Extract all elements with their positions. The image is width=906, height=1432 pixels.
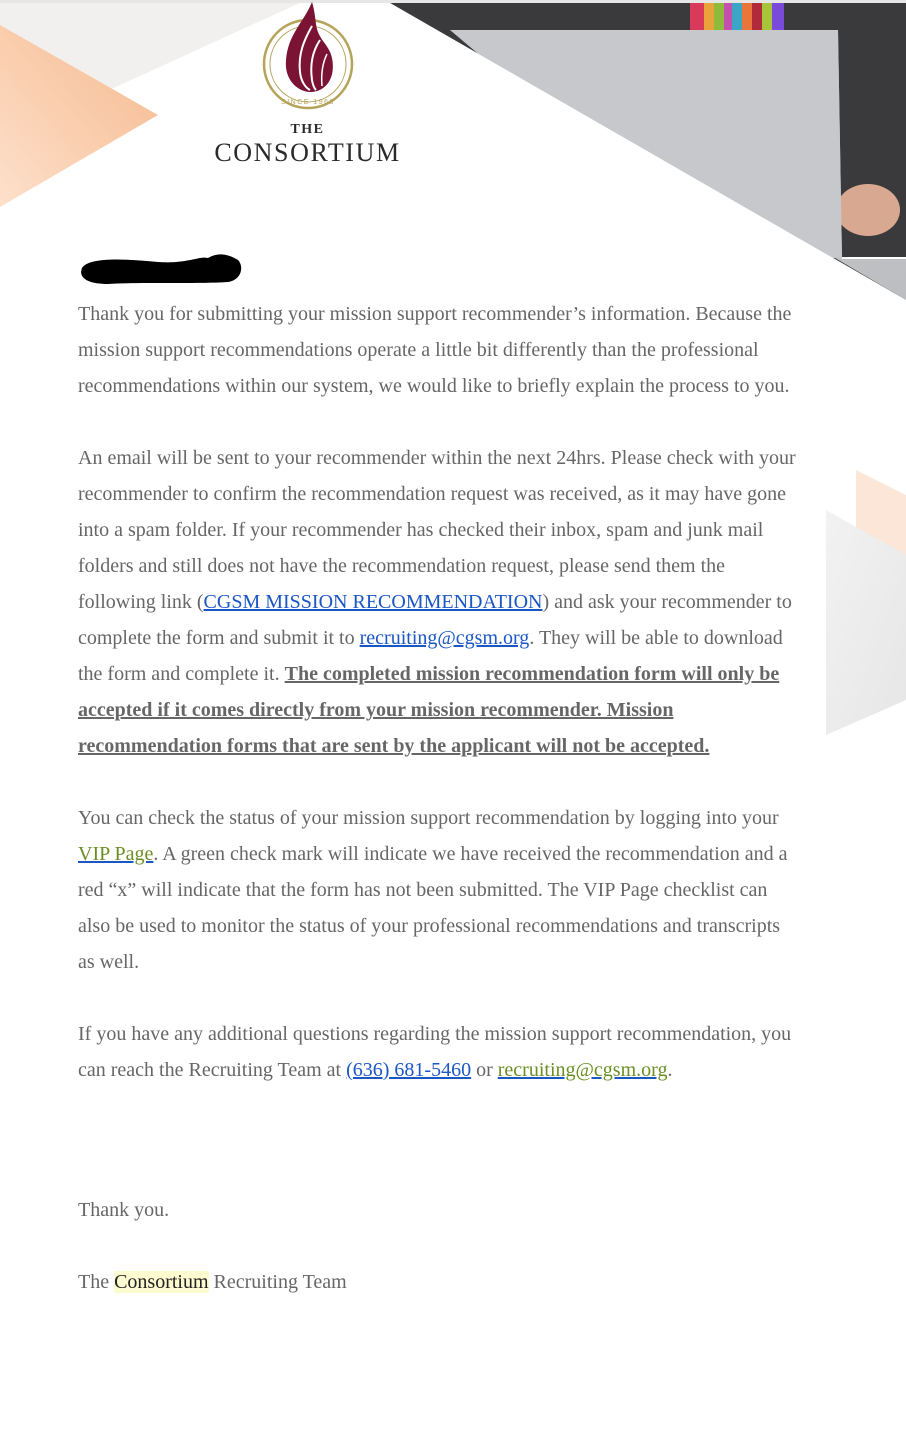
cgsm-mission-recommendation-link[interactable]: CGSM MISSION RECOMMENDATION bbox=[203, 591, 543, 613]
flame-emblem-icon bbox=[200, 0, 415, 120]
decorative-side-triangle bbox=[826, 470, 906, 735]
thank-you-line: Thank you. bbox=[78, 1199, 170, 1221]
logo-name-text: CONSORTIUM bbox=[214, 138, 401, 167]
phone-link[interactable]: (636) 681-5460 bbox=[346, 1059, 472, 1081]
spacer bbox=[78, 1124, 798, 1192]
vip-page-link[interactable]: VIP Page bbox=[78, 843, 154, 865]
acceptance-warning: The completed mission recommendation form will only be accepted if it comes directly from your mission recommender. Mission recommendation forms that are sent by the applicant will not be accepted. bbox=[78, 663, 780, 757]
recruiting-email-link[interactable]: recruiting@cgsm.org bbox=[359, 627, 530, 649]
contact-email-link[interactable]: recruiting@cgsm.org bbox=[497, 1059, 668, 1081]
intro-paragraph: Thank you for submitting your mission support recommender’s information. Because the mission support recommendations operate a little bit differently than the professional recommendations within our system, we would like to briefly explain the process to you. bbox=[78, 303, 792, 397]
highlighted-consortium: Consortium bbox=[114, 1271, 209, 1293]
svg-text:SINCE 1966: SINCE 1966 bbox=[281, 99, 335, 106]
contact-paragraph: If you have any additional questions regarding the mission support recommendation, you can reach the Recruiting Team at (636) 681-5460 or recruiting@cgsm.org. bbox=[78, 1023, 792, 1081]
logo-the-text: THE bbox=[290, 122, 325, 137]
process-paragraph: An email will be sent to your recommender within the next 24hrs. Please check with your recommender to confirm the recommendation request was received, as it may have gone into a spam folder. If your recommender has checked their inbox, spam and junk mail folders and still does not have the recommendation request, please send them the following link (CGSM MISSION RECOMMENDATION) and ask your recommender to complete the form and submit it to recruiting@cgsm.org. They will be able to download the form and complete it. The completed mission recommendation form will only be accepted if it comes directly from your mission recommender. Mission recommendation forms that are sent by the applicant will not be accepted. bbox=[78, 447, 796, 757]
status-paragraph: You can check the status of your mission support recommendation by logging into your VIP Page. A green check mark will indicate we have received the recommendation and a red “x” will indicate that the form has not been submitted. The VIP Page checklist can also be used to monitor the status of your professional recommendations and transcripts as well. bbox=[78, 807, 788, 973]
redacted-name bbox=[78, 250, 243, 286]
email-body bbox=[78, 296, 798, 1336]
consortium-logo bbox=[200, 0, 415, 170]
signature: The Consortium Recruiting Team bbox=[78, 1271, 347, 1293]
